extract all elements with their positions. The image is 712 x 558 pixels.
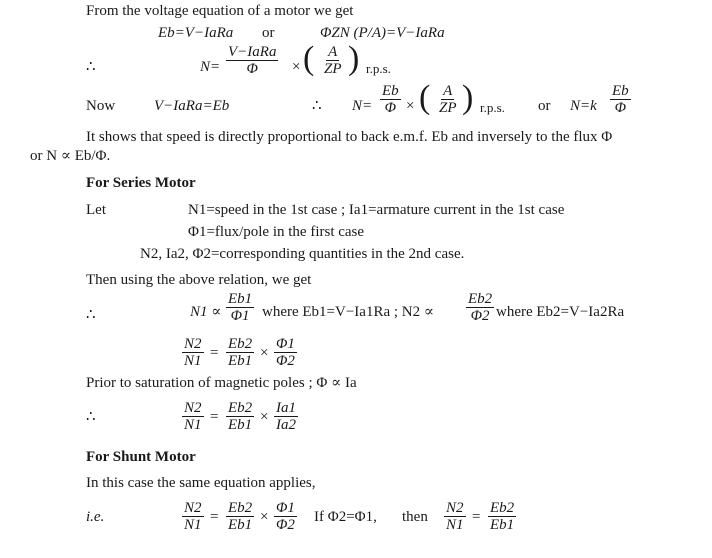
ratio-n2-over-n1: [182, 400, 204, 433]
statement-line-2: or N ∝ Eb/Φ.: [30, 148, 111, 164]
denominator: Φ1: [230, 308, 250, 324]
equals-sign: =: [472, 509, 481, 525]
then-line: Then using the above relation, we get: [86, 272, 312, 288]
numerator: A: [443, 83, 453, 99]
denominator: Eb1: [228, 517, 253, 533]
shunt-motor-heading: For Shunt Motor: [86, 449, 196, 465]
times-symbol: ×: [260, 345, 269, 361]
paren-close: ): [348, 40, 360, 77]
numerator: Ia1: [276, 400, 296, 416]
numerator: Eb2: [228, 336, 253, 352]
denominator: N1: [184, 417, 202, 433]
denominator: Φ2: [470, 308, 490, 324]
numerator: Eb2: [490, 500, 515, 516]
shunt-intro-line: In this case the same equation applies,: [86, 475, 316, 491]
series-def-3: N2, Ia2, Φ2=corresponding quantities in the 2nd case.: [140, 246, 465, 262]
numerator: N2: [184, 400, 202, 416]
or-word: or: [262, 25, 275, 41]
times-symbol: ×: [260, 509, 269, 525]
ratio-n2-over-n1: [182, 500, 204, 533]
numerator: V−IaRa: [228, 44, 277, 60]
fraction-a-over-zp: [322, 44, 344, 77]
denominator: N1: [446, 517, 464, 533]
if-condition: If Φ2=Φ1,: [314, 509, 377, 525]
denominator: Eb1: [228, 417, 253, 433]
numerator: Eb: [612, 83, 629, 99]
numerator: N2: [446, 500, 464, 516]
ratio-eb2-over-eb1-final: [488, 500, 516, 533]
fraction-v-minus-iara-over-phi: [226, 44, 278, 77]
ie-word: i.e.: [86, 509, 105, 525]
denominator: Eb1: [490, 517, 515, 533]
ratio-n2-over-n1: [182, 336, 204, 369]
numerator: Eb1: [228, 291, 253, 307]
series-def-2: Φ1=flux/pole in the first case: [188, 224, 365, 240]
numerator: Eb: [382, 83, 399, 99]
denominator: Φ: [384, 100, 397, 116]
ratio-phi1-over-phi2: [274, 500, 297, 533]
ratio-eb2-over-eb1: [226, 336, 254, 369]
where-clause-2: where Eb2=V−Ia2Ra: [496, 304, 625, 320]
eq-flux-speed: ΦZN (P/A)=V−IaRa: [320, 25, 445, 41]
numerator: Φ1: [276, 336, 295, 352]
denominator: Φ2: [276, 517, 295, 533]
numerator: Eb2: [228, 500, 253, 516]
denominator: Φ: [614, 100, 627, 116]
equals-sign: =: [210, 509, 219, 525]
numerator: N2: [184, 336, 202, 352]
let-word: Let: [86, 202, 106, 218]
now-word: Now: [86, 98, 116, 114]
fraction-eb2-over-phi2: [466, 291, 494, 324]
times-symbol: ×: [406, 98, 415, 114]
ratio-n2-over-n1-final: [444, 500, 466, 533]
fraction-eb-over-phi: [380, 83, 401, 116]
therefore-symbol: ∴: [86, 409, 96, 425]
paren-close: ): [462, 79, 474, 116]
denominator: Ia2: [276, 417, 296, 433]
ratio-eb2-over-eb1: [226, 400, 254, 433]
ratio-phi1-over-phi2: [274, 336, 297, 369]
ratio-ia1-over-ia2: [274, 400, 298, 433]
numerator: Eb2: [228, 400, 253, 416]
prior-saturation-line: Prior to saturation of magnetic poles ; Φ ∝ Ia: [86, 375, 357, 391]
series-motor-heading: For Series Motor: [86, 175, 196, 191]
paren-open: (: [303, 40, 315, 77]
eq-back-emf: Eb=V−IaRa: [158, 25, 234, 41]
therefore-symbol: ∴: [86, 59, 96, 75]
fraction-a-over-zp: [437, 83, 459, 116]
series-def-1: N1=speed in the 1st case ; Ia1=armature current in the 1st case: [188, 202, 565, 218]
numerator: N2: [184, 500, 202, 516]
n-equals: N=: [352, 98, 373, 114]
statement-line-1: It shows that speed is directly proportional to back e.m.f. Eb and inversely to the flux Φ: [86, 129, 613, 145]
times-symbol: ×: [260, 409, 269, 425]
equals-sign: =: [210, 345, 219, 361]
numerator: Eb2: [468, 291, 493, 307]
where-clause-1: where Eb1=V−Ia1Ra ; N2 ∝: [262, 304, 435, 320]
denominator: N1: [184, 353, 202, 369]
denominator: Φ: [246, 61, 258, 77]
paren-open: (: [419, 79, 431, 116]
unit-rps: r.p.s.: [480, 100, 505, 115]
denominator: ZP: [324, 61, 342, 77]
therefore-symbol: ∴: [86, 307, 96, 323]
intro-line: From the voltage equation of a motor we get: [86, 3, 354, 19]
denominator: Φ2: [276, 353, 295, 369]
n1-proportional: N1 ∝: [190, 304, 222, 320]
equals-sign: =: [210, 409, 219, 425]
n-equals-k: N=k: [570, 98, 597, 114]
eq-v-minus-iara: V−IaRa=Eb: [154, 98, 230, 114]
ratio-eb2-over-eb1: [226, 500, 254, 533]
then-word: then: [402, 509, 428, 525]
denominator: N1: [184, 517, 202, 533]
unit-rps: r.p.s.: [366, 61, 391, 76]
therefore-symbol: ∴: [312, 98, 322, 114]
or-word: or: [538, 98, 551, 114]
n-equals: N=: [200, 59, 221, 75]
times-symbol: ×: [292, 59, 301, 75]
fraction-eb-over-phi-k: [610, 83, 631, 116]
numerator: A: [328, 44, 338, 60]
fraction-eb1-over-phi1: [226, 291, 254, 324]
numerator: Φ1: [276, 500, 295, 516]
denominator: ZP: [439, 100, 457, 116]
denominator: Eb1: [228, 353, 253, 369]
